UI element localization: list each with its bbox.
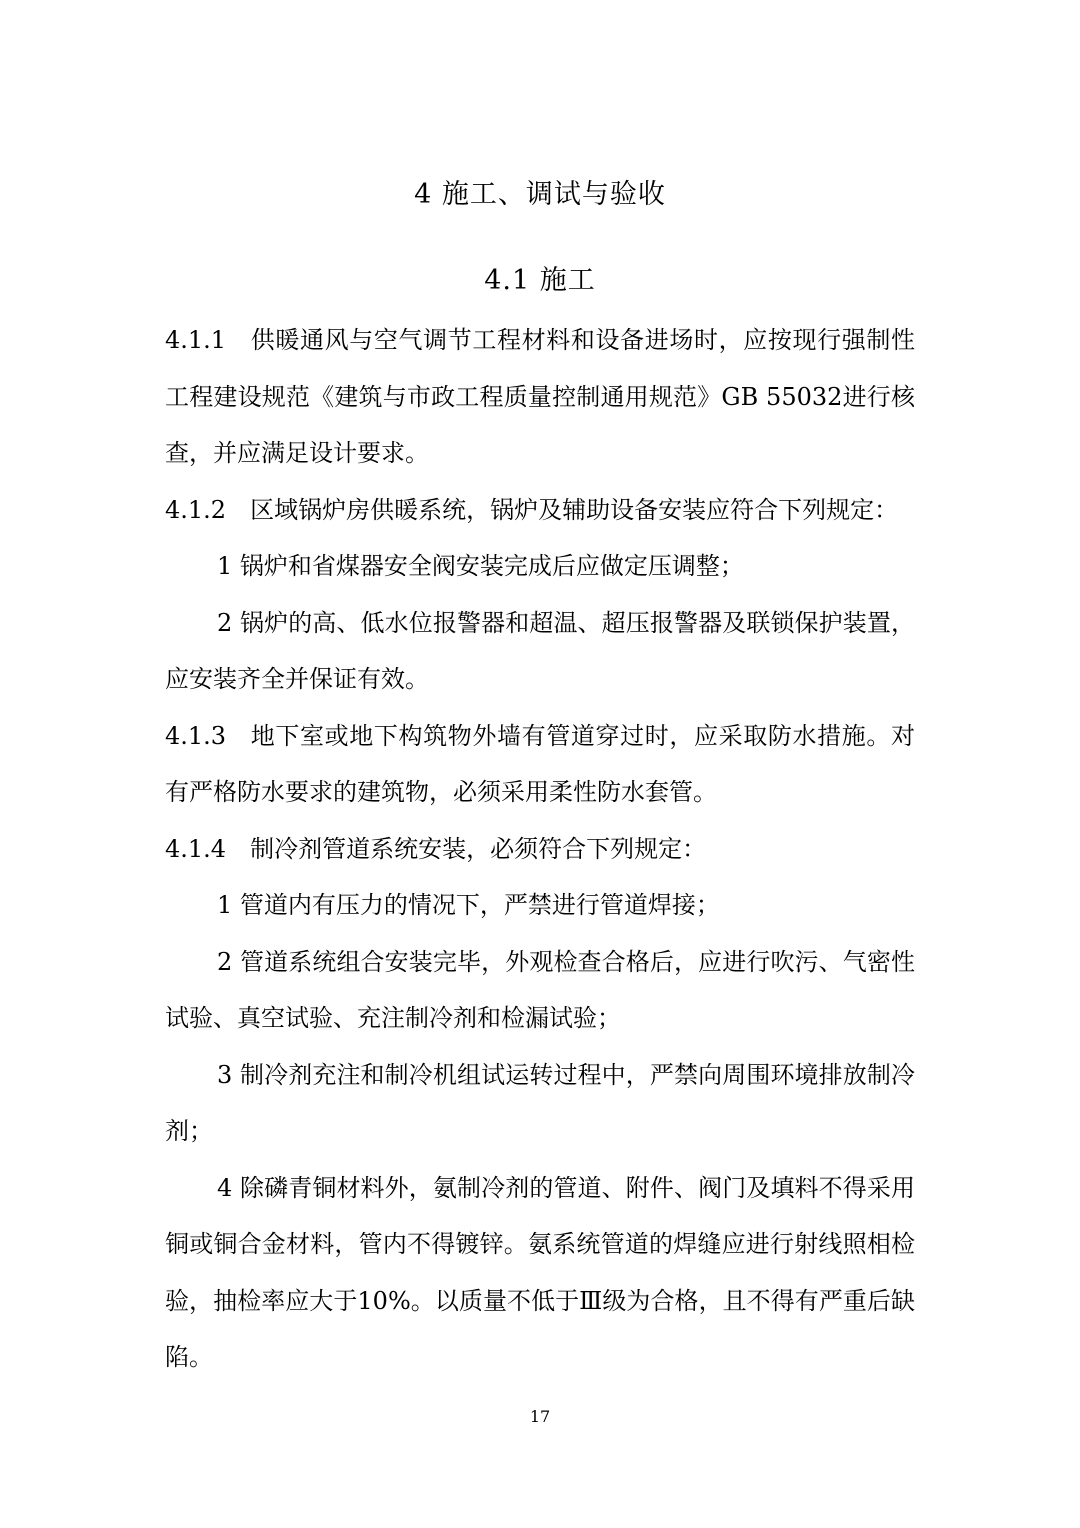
clause-number: 4.1.4 [165,834,227,863]
body-text [165,312,915,1386]
list-item: 2 管道系统组合安装完毕，外观检查合格后，应进行吹污、气密性试验、真空试验、充注制冷剂和检漏试验； [165,947,915,1032]
list-item: 3 制冷剂充注和制冷机组试运转过程中，严禁向周围环境排放制冷剂； [165,1060,915,1145]
list-item: 1 锅炉和省煤器安全阀安装完成后应做定压调整； [217,552,744,580]
clause-4-1-3 [165,708,915,821]
section-title: 4.1 施工 [484,265,596,296]
page-number: 17 [529,1407,551,1426]
clause-text: 制冷剂管道系统安装，必须符合下列规定： [250,834,707,863]
clause-number: 4.1.3 [165,721,227,750]
clause-4-1-2 [165,482,915,539]
list-item: 4 除磷青铜材料外，氨制冷剂的管道、附件、阀门及填料不得采用铜或铜合金材料，管内不得镀锌。氨系统管道的焊缝应进行射线照相检验，抽检率应大于10%。以质量不低于Ⅲ级为合格，且不得有严重后缺陷。 [165,1173,915,1371]
clause-4-1-1 [165,312,915,482]
clause-text: 供暖通风与空气调节工程材料和设备进场时，应按现行强制性工程建设规范《建筑与市政工程质量控制通用规范》GB 55032进行核查，并应满足设计要求。 [165,326,915,467]
clause-4-1-4 [165,821,915,878]
clause-text: 地下室或地下构筑物外墙有管道穿过时，应采取防水措施。对有严格防水要求的建筑物，必须采用柔性防水套管。 [165,721,915,806]
clause-number: 4.1.2 [165,495,227,524]
list-item: 1 管道内有压力的情况下，严禁进行管道焊接； [217,891,720,919]
clause-text: 区域锅炉房供暖系统，锅炉及辅助设备安装应符合下列规定： [250,495,899,524]
list-item: 2 锅炉的高、低水位报警器和超温、超压报警器及联锁保护装置，应安装齐全并保证有效。 [165,608,915,693]
chapter-title: 4 施工、调试与验收 [414,179,666,210]
clause-number: 4.1.1 [165,326,227,354]
